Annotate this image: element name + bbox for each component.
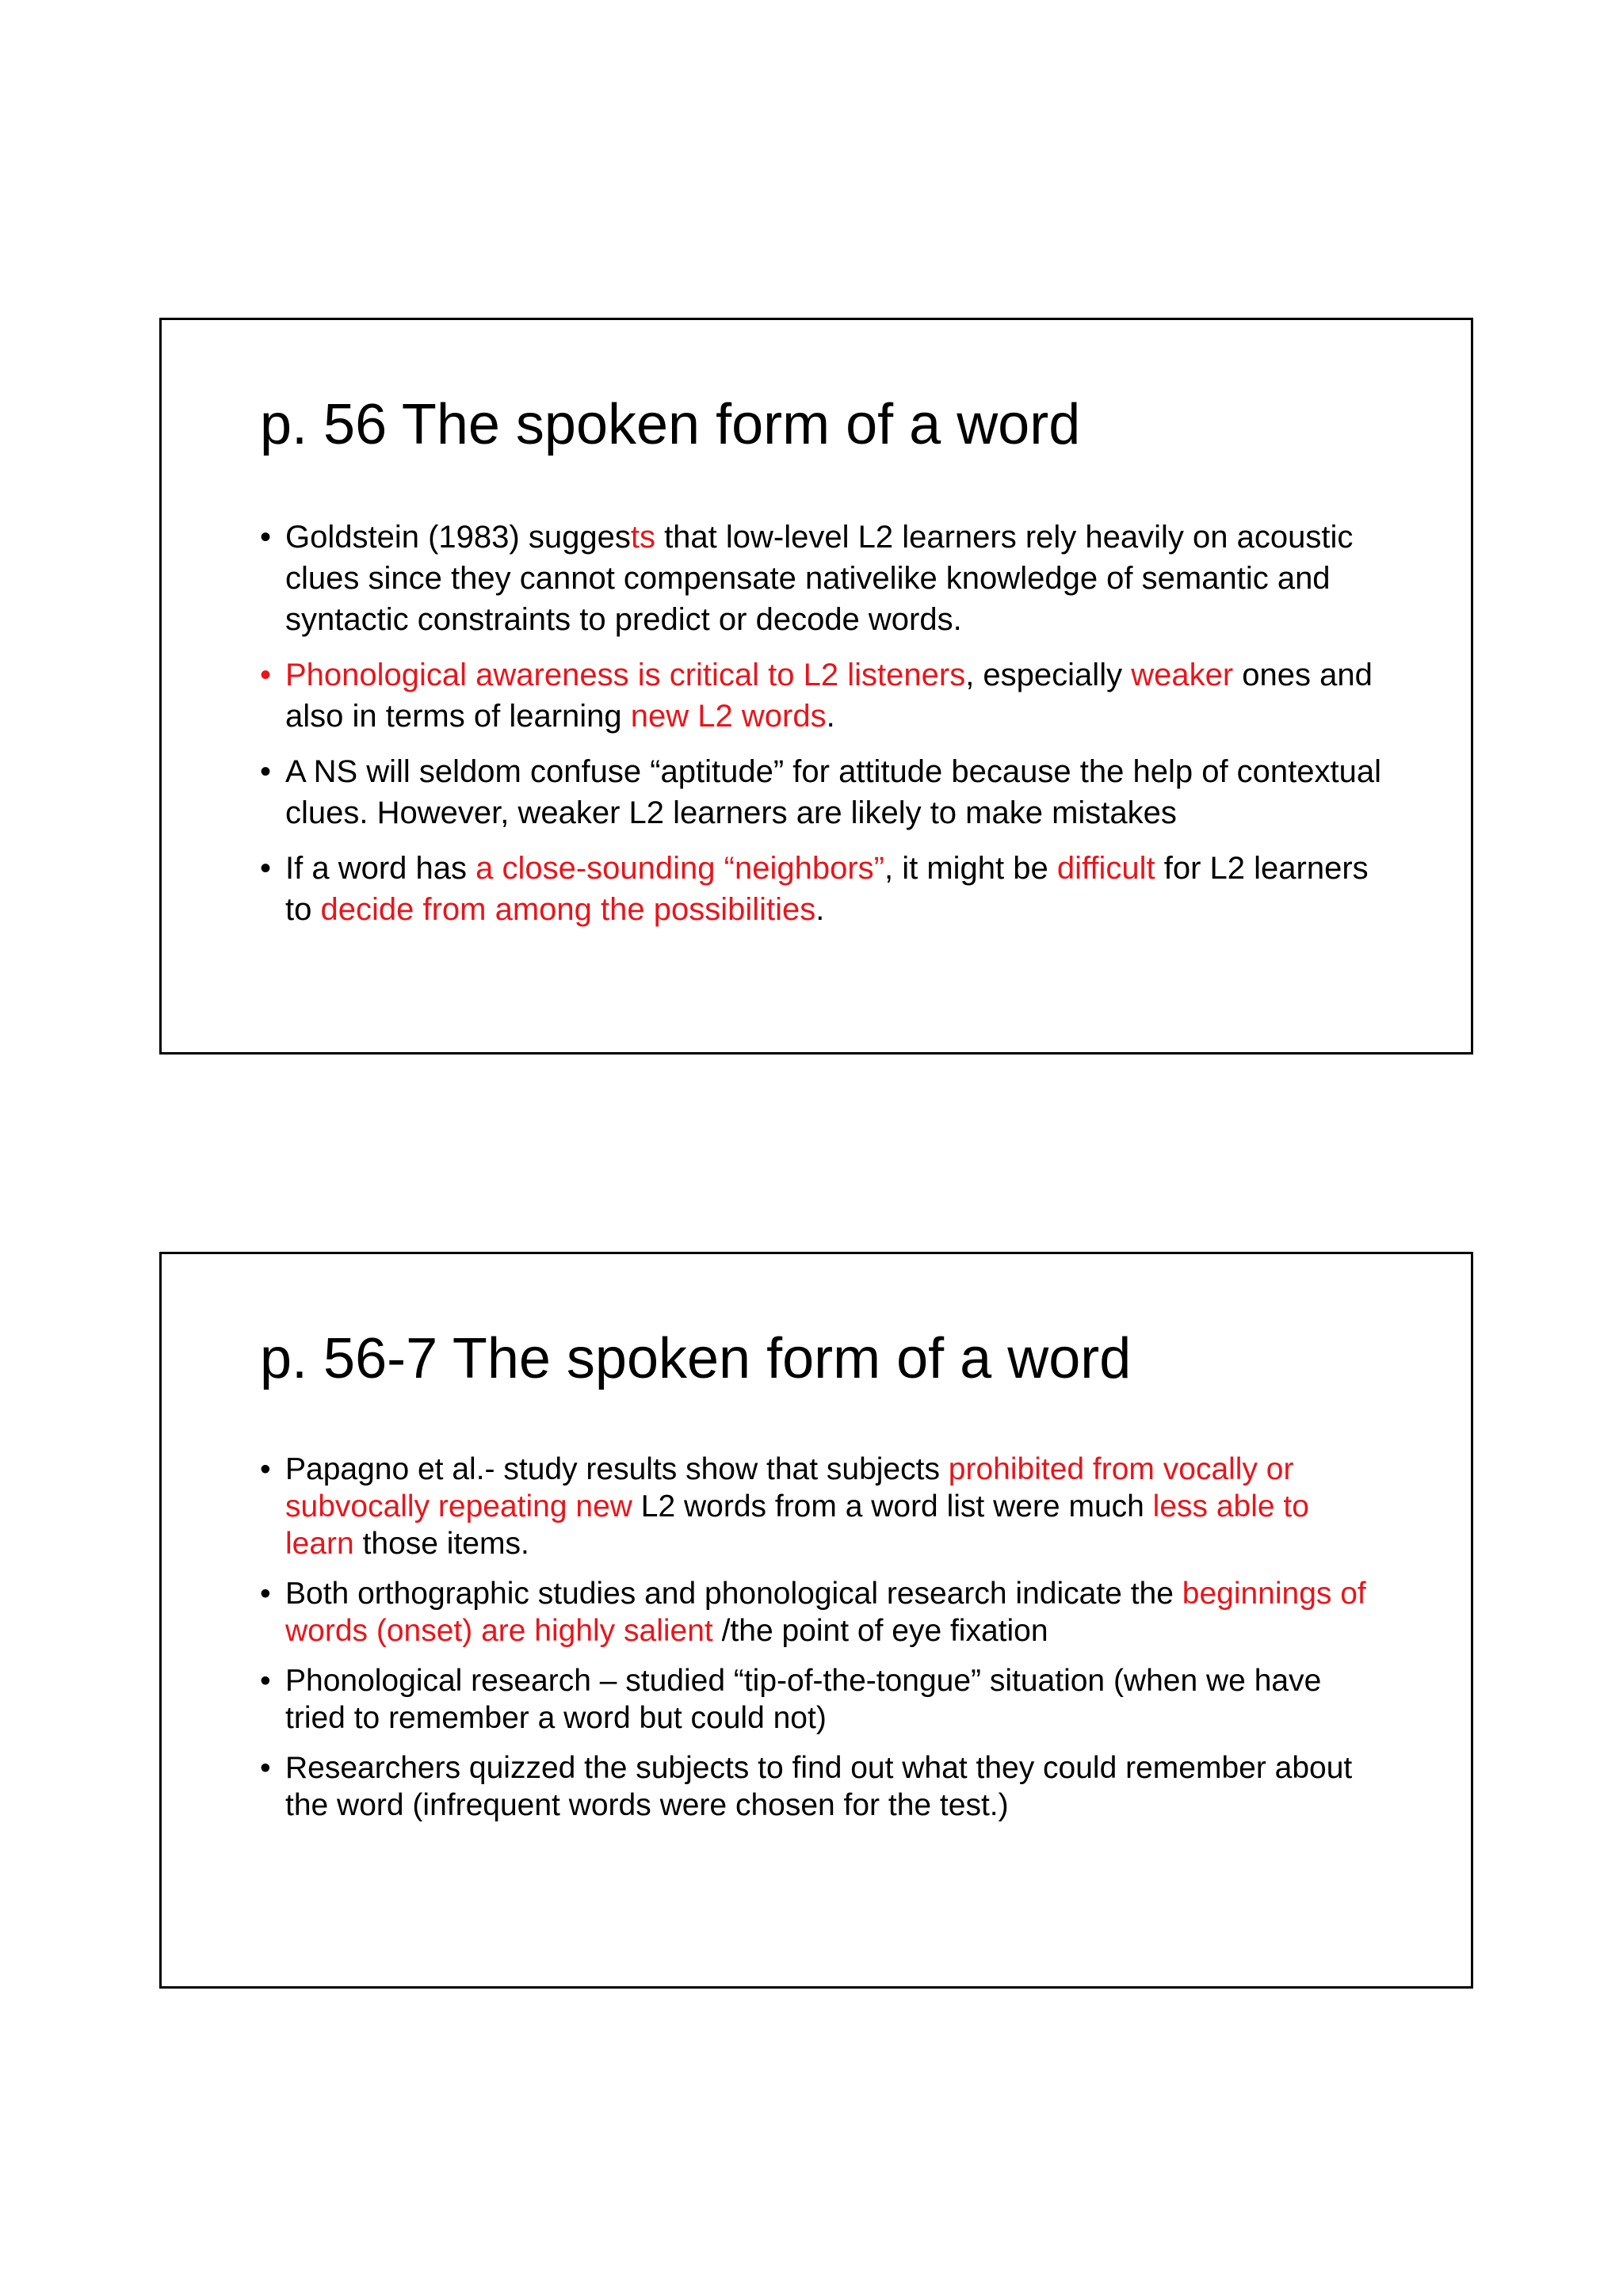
text-run: L2 words from a word list were much [632,1489,1153,1524]
bullet-icon: • [260,851,272,886]
text-run: for L2 learners to [285,851,1369,927]
text-run: /the point of eye fixation [712,1614,1048,1648]
highlighted-text: ts [630,520,655,555]
highlighted-text: beginnings of words (onset) are highly salient [285,1577,1366,1648]
slide-title: p. 56 The spoken form of a word [260,393,1081,456]
bullet-item [260,517,1385,640]
text-run: If a word has [285,851,476,886]
bullet-item [260,1662,1385,1737]
text-run: . [815,892,825,927]
text-run: Both orthographic studies and phonological research indicate the [285,1577,1182,1611]
highlighted-text: difficult [1056,851,1155,886]
text-run: Papagno et al.- study results show that subjects [285,1452,949,1486]
text-run: those items. [353,1527,529,1561]
highlighted-text: new L2 words [630,699,827,734]
text-run: Researchers quizzed the subjects to find out what they could remember about the word (infrequent words were chosen for the test.) [285,1751,1353,1822]
bullet-icon: • [260,658,272,692]
bullet-icon: • [260,1577,271,1611]
highlighted-text: decide from among the possibilities [320,892,816,927]
highlighted-text: weaker [1131,658,1234,692]
slide-title: p. 56-7 The spoken form of a word [260,1327,1132,1390]
slide-1 [159,318,1473,1055]
text-run: Goldstein (1983) sugges [285,520,631,555]
bullet-item [260,1575,1385,1650]
text-run: . [826,699,835,734]
text-run: , it might be [884,851,1057,886]
bullet-icon: • [260,1664,271,1698]
bullet-item [260,654,1385,737]
slide-2 [159,1252,1473,1989]
text-run: that low-level L2 learners rely heavily on acoustic clues since they cannot compensate nativelike knowledge of semantic and syntactic constraints to predict or decode words. [285,520,1354,637]
bullet-item [260,751,1385,833]
highlighted-text: Phonological awareness is critical to L2 listeners [285,658,966,692]
bullet-icon: • [260,754,272,789]
highlighted-text: prohibited from vocally or subvocally repeating new [285,1452,1294,1524]
bullet-item [260,848,1385,930]
bullet-list [260,517,1385,944]
bullet-list [260,1451,1385,1836]
highlighted-text: a close-sounding “neighbors” [475,851,884,886]
bullet-item [260,1451,1385,1562]
bullet-icon: • [260,1452,271,1486]
text-run: A NS will seldom confuse “aptitude” for attitude because the help of contextual clues. However, weaker L2 learners are likely to make mistakes [285,754,1382,830]
bullet-item [260,1749,1385,1824]
text-run: Phonological research – studied “tip-of-the-tongue” situation (when we have tried to remember a word but could not) [285,1664,1322,1735]
text-run: ones and also in terms of learning [285,658,1373,734]
text-run: , especially [965,658,1132,692]
highlighted-text: less able to learn [285,1489,1309,1561]
bullet-icon: • [260,520,272,555]
bullet-icon: • [260,1751,271,1785]
